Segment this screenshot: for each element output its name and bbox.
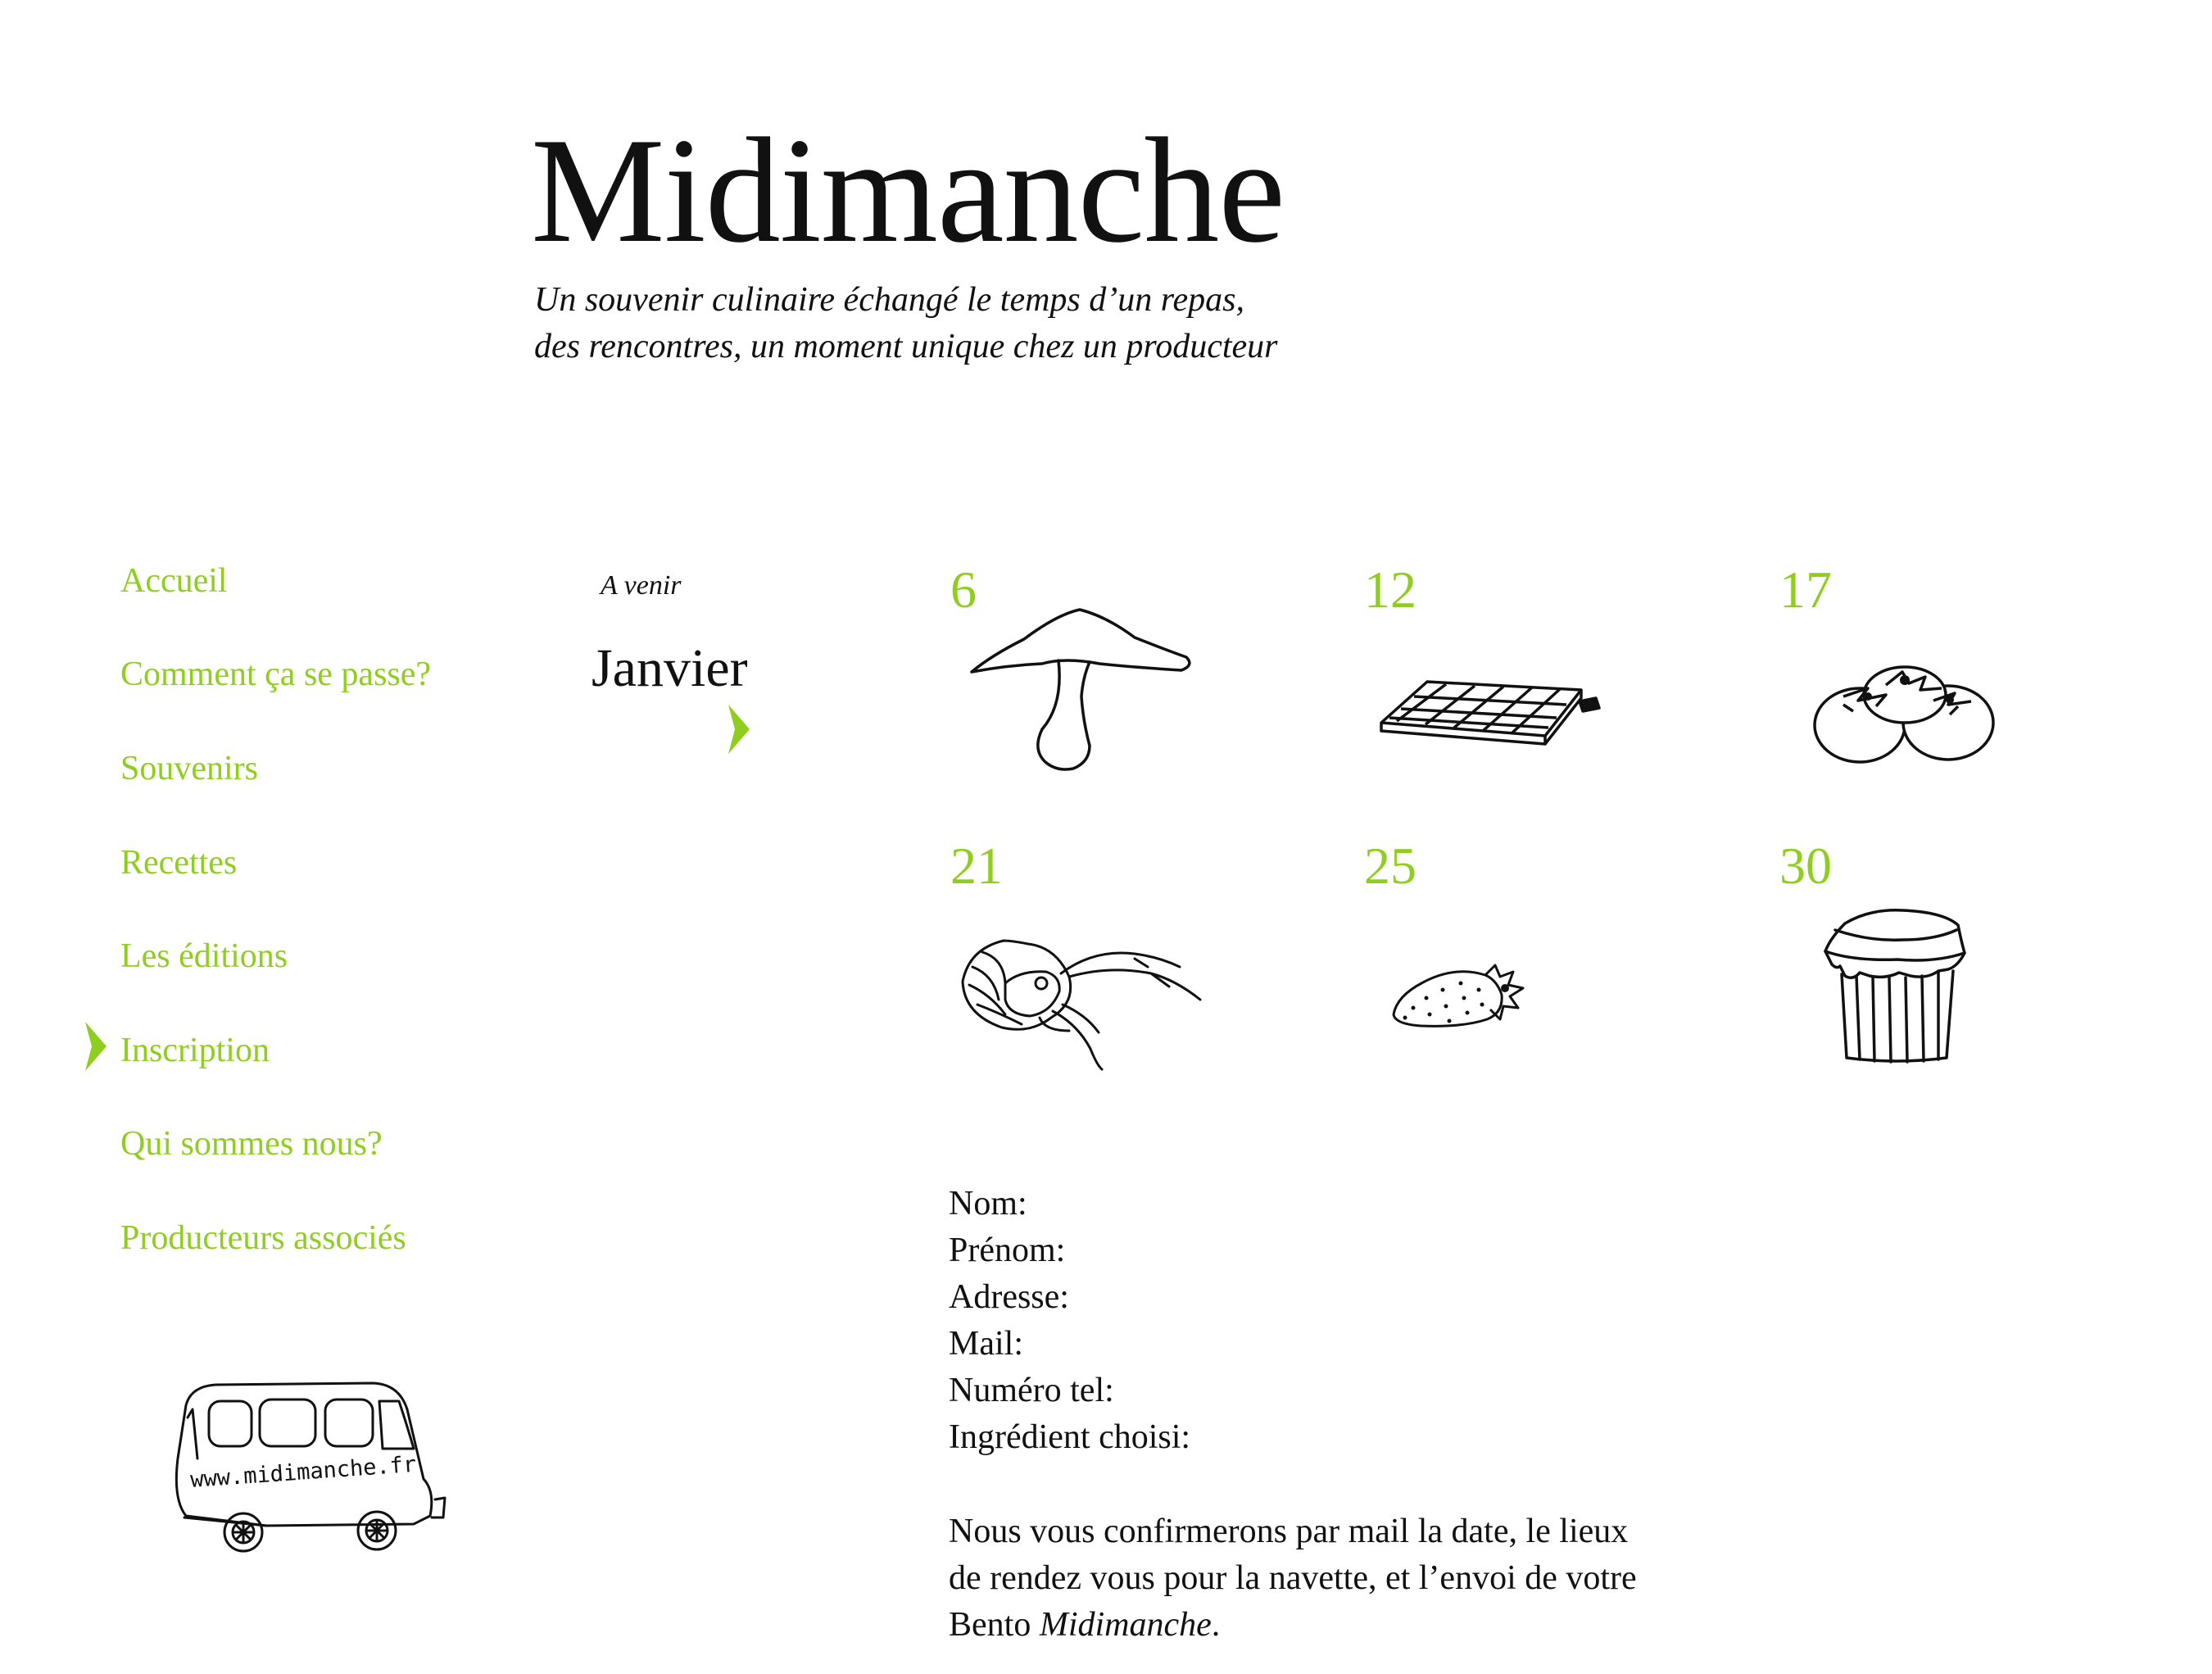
form-label-mail[interactable]: Mail: — [949, 1325, 1023, 1363]
tagline-line-2: des rencontres, un moment unique chez un producteur — [534, 328, 1278, 365]
form-label-ingredient-choisi[interactable]: Ingrédient choisi: — [949, 1418, 1191, 1456]
strawberry-icon[interactable] — [1389, 959, 1536, 1041]
nav-item-accueil[interactable]: Accueil — [120, 562, 228, 600]
date-30[interactable]: 30 — [1779, 837, 1832, 895]
mushroom-icon[interactable] — [967, 606, 1196, 778]
next-month-arrow-icon[interactable] — [725, 703, 755, 755]
nav-item-comment-ca-se-passe[interactable]: Comment ça se passe? — [120, 656, 432, 693]
form-label-nom[interactable]: Nom: — [949, 1185, 1027, 1223]
date-17[interactable]: 17 — [1779, 560, 1832, 619]
confirmation-note-line-1: Nous vous confirmerons par mail la date, le lieux — [949, 1513, 1629, 1550]
date-12[interactable]: 12 — [1364, 560, 1416, 619]
date-25[interactable]: 25 — [1364, 837, 1416, 895]
chocolate-bar-icon[interactable] — [1376, 672, 1622, 754]
note-brand: Midimanche — [1039, 1606, 1212, 1644]
nav-item-producteurs-associes[interactable]: Producteurs associés — [120, 1219, 406, 1257]
nav-item-souvenirs[interactable]: Souvenirs — [120, 750, 258, 787]
shuttle-bus-icon — [168, 1377, 446, 1553]
upcoming-heading: A venir — [601, 570, 682, 601]
nav-item-qui-sommes-nous[interactable]: Qui sommes nous? — [120, 1125, 383, 1163]
month-label: Janvier — [592, 638, 748, 698]
form-label-adresse[interactable]: Adresse: — [949, 1278, 1069, 1316]
date-21[interactable]: 21 — [950, 837, 1003, 895]
bus-lettering: www.midimanche.fr — [189, 1451, 418, 1493]
note-period: . — [1211, 1606, 1221, 1644]
note-text: Bento — [949, 1606, 1040, 1644]
nav-item-inscription[interactable]: Inscription — [120, 1032, 270, 1069]
confirmation-note-line-2: de rendez vous pour la navette, et l’envoi de votre — [949, 1559, 1637, 1597]
date-6[interactable]: 6 — [950, 560, 977, 619]
form-label-prenom[interactable]: Prénom: — [949, 1232, 1066, 1269]
form-label-numero-tel[interactable]: Numéro tel: — [949, 1372, 1114, 1409]
site-title: Midimanche — [531, 107, 1285, 274]
jam-jar-icon[interactable] — [1820, 905, 1976, 1069]
active-nav-arrow-icon — [82, 1020, 111, 1073]
tagline-line-1: Un souvenir culinaire échangé le temps d’un repas, — [534, 281, 1245, 319]
confirmation-note-line-3 — [949, 1608, 1220, 1642]
nav-item-les-editions[interactable]: Les éditions — [120, 937, 288, 975]
tomatoes-icon[interactable] — [1811, 656, 1999, 770]
shrimp-icon[interactable] — [954, 934, 1208, 1073]
nav-item-recettes[interactable]: Recettes — [120, 844, 238, 882]
